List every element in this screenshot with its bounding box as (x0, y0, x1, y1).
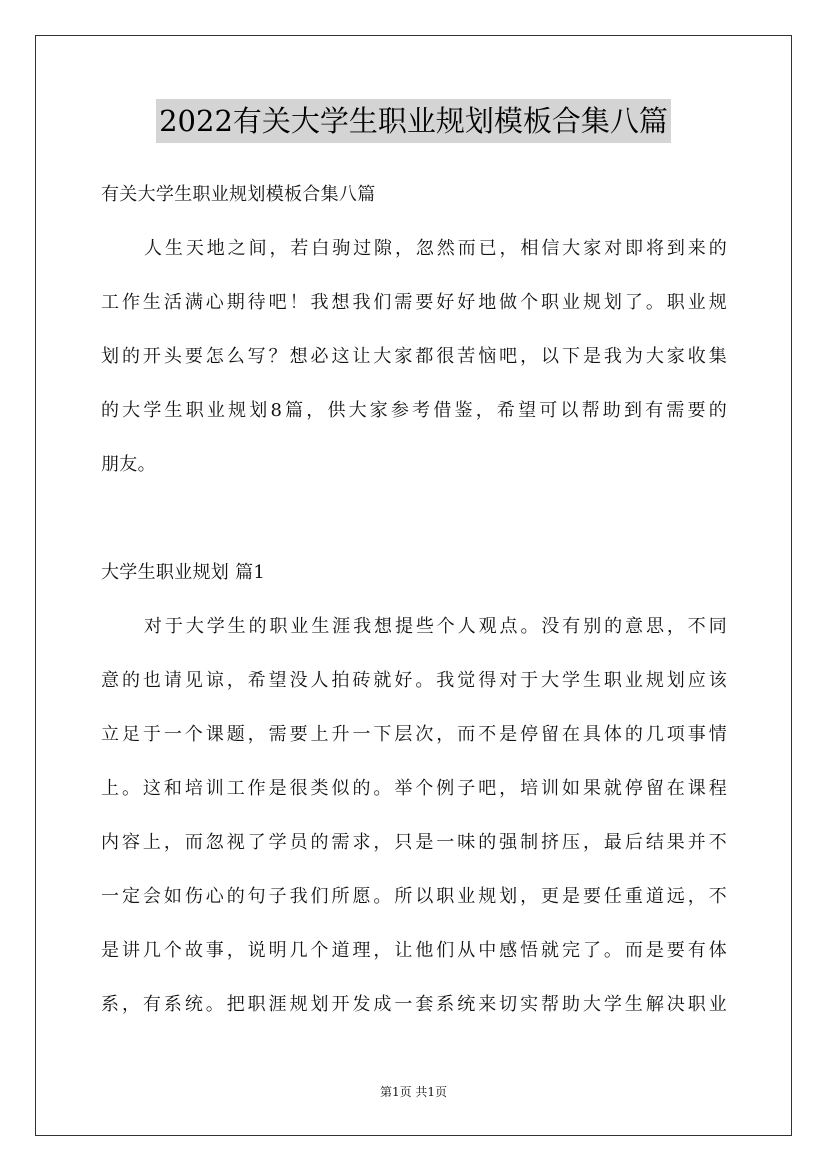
document-body (101, 168, 727, 1032)
section-line: 对于大学生的职业生涯我想提些个人观点。没有别的意思，不同 (144, 616, 727, 637)
paragraph-spacer (101, 492, 727, 546)
section-line: 意的也请见谅，希望没人拍砖就好。我觉得对于大学生职业规划应该 (101, 670, 727, 691)
document-title: 2022有关大学生职业规划模板合集八篇 (156, 99, 671, 143)
section-line: 一定会如伤心的句子我们所愿。所以职业规划，更是要任重道远，不 (101, 886, 727, 907)
intro-line: 的大学生职业规划8篇，供大家参考借鉴，希望可以帮助到有需要的 (101, 400, 727, 421)
section-line: 系，有系统。把职涯规划开发成一套系统来切实帮助大学生解决职业 (101, 994, 727, 1015)
intro-line: 朋友。 (101, 454, 156, 475)
section-line: 内容上，而忽视了学员的需求，只是一味的强制挤压，最后结果并不 (101, 832, 727, 853)
intro-line: 人生天地之间，若白驹过隙，忽然而已，相信大家对即将到来的 (144, 238, 727, 259)
intro-line: 划的开头要怎么写？想必这让大家都很苦恼吧，以下是我为大家收集 (101, 346, 727, 367)
section-line: 上。这和培训工作是很类似的。举个例子吧，培训如果就停留在课程 (101, 778, 727, 799)
page-number: 第1页 共1页 (379, 1085, 448, 1099)
section-line: 是讲几个故事，说明几个道理，让他们从中感悟就完了。而是要有体 (101, 940, 727, 961)
section-line: 立足于一个课题，需要上升一下层次，而不是停留在具体的几项事情 (101, 724, 727, 745)
document-subtitle: 有关大学生职业规划模板合集八篇 (101, 184, 376, 205)
section-heading: 大学生职业规划 篇1 (101, 562, 266, 583)
title-wrap (0, 99, 827, 143)
intro-line: 工作生活满心期待吧！我想我们需要好好地做个职业规划了。职业规 (101, 292, 727, 313)
